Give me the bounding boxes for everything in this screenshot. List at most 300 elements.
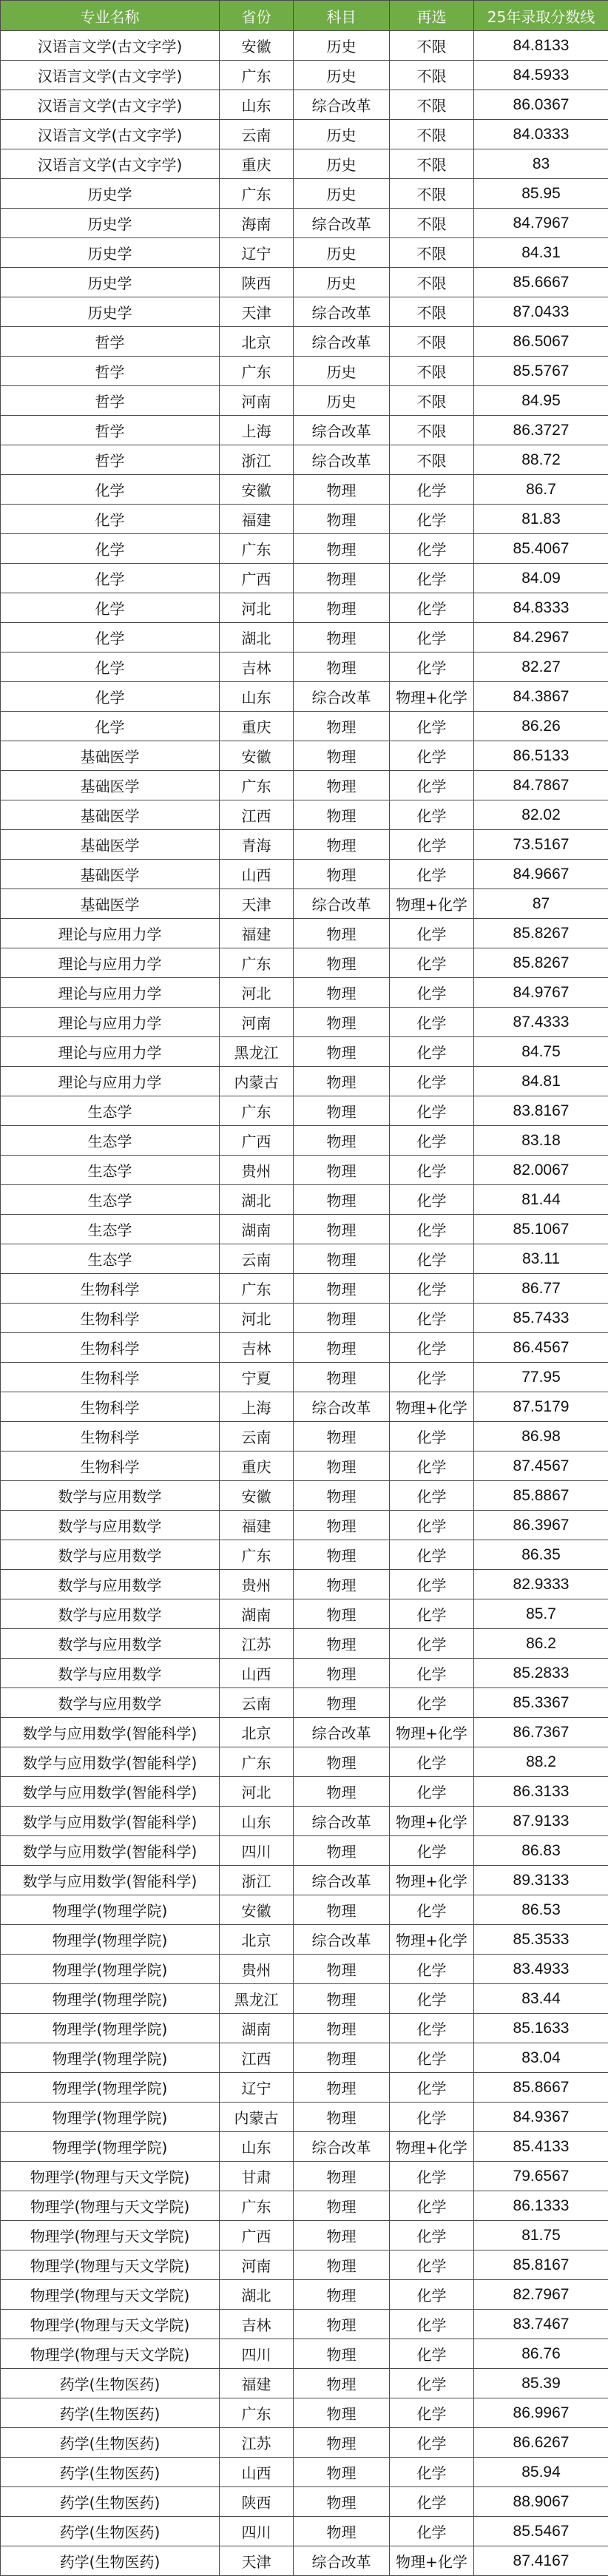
cell-province: 浙江 — [220, 1866, 294, 1895]
cell-score: 88.9067 — [474, 2487, 608, 2517]
cell-major: 物理学(物理学院) — [1, 2132, 220, 2162]
cell-province: 内蒙古 — [220, 1067, 294, 1096]
cell-subject: 物理 — [294, 2487, 390, 2517]
cell-major: 数学与应用数学(智能科学) — [1, 1777, 220, 1807]
cell-province: 湖南 — [220, 1599, 294, 1629]
cell-elective: 化学 — [390, 860, 474, 889]
cell-province: 上海 — [220, 1392, 294, 1422]
cell-province: 广东 — [220, 179, 294, 209]
header-score: 25年录取分数线 — [474, 1, 608, 31]
cell-subject: 综合改革 — [294, 1807, 390, 1836]
cell-elective: 化学 — [390, 2043, 474, 2073]
cell-major: 化学 — [1, 623, 220, 653]
table-row — [1, 682, 608, 712]
cell-major: 数学与应用数学(智能科学) — [1, 1718, 220, 1747]
cell-province: 福建 — [220, 2369, 294, 2398]
cell-subject: 物理 — [294, 1836, 390, 1866]
cell-major: 理论与应用力学 — [1, 1067, 220, 1096]
cell-score: 85.3367 — [474, 1688, 608, 1718]
table-row — [1, 416, 608, 445]
cell-elective: 化学 — [390, 2310, 474, 2339]
cell-major: 基础医学 — [1, 771, 220, 800]
cell-score: 81.83 — [474, 505, 608, 534]
table-row — [1, 238, 608, 268]
table-row — [1, 2339, 608, 2369]
cell-elective: 化学 — [390, 1659, 474, 1688]
cell-province: 重庆 — [220, 1451, 294, 1481]
cell-subject: 历史 — [294, 149, 390, 179]
cell-province: 陕西 — [220, 268, 294, 297]
cell-province: 内蒙古 — [220, 2103, 294, 2132]
cell-subject: 物理 — [294, 1333, 390, 1363]
cell-subject: 物理 — [294, 1599, 390, 1629]
cell-province: 山东 — [220, 2132, 294, 2162]
cell-major: 基础医学 — [1, 860, 220, 889]
cell-score: 84.3867 — [474, 682, 608, 712]
table-row — [1, 2487, 608, 2517]
cell-major: 物理学(物理学院) — [1, 2043, 220, 2073]
cell-province: 江苏 — [220, 1629, 294, 1659]
cell-province: 河南 — [220, 386, 294, 416]
cell-subject: 物理 — [294, 1185, 390, 1215]
cell-subject: 物理 — [294, 2280, 390, 2310]
cell-elective: 化学 — [390, 2487, 474, 2517]
cell-province: 吉林 — [220, 1333, 294, 1363]
cell-major: 生态学 — [1, 1126, 220, 1156]
cell-province: 贵州 — [220, 1570, 294, 1599]
cell-elective: 化学 — [390, 1067, 474, 1096]
cell-province: 广东 — [220, 1096, 294, 1126]
cell-score: 85.5467 — [474, 2517, 608, 2546]
cell-subject: 综合改革 — [294, 1866, 390, 1895]
cell-province: 河北 — [220, 593, 294, 623]
cell-elective: 化学 — [390, 1688, 474, 1718]
cell-score: 88.72 — [474, 445, 608, 475]
cell-score: 85.8167 — [474, 2250, 608, 2280]
cell-province: 吉林 — [220, 653, 294, 682]
table-row — [1, 1925, 608, 1955]
cell-province: 四川 — [220, 1836, 294, 1866]
table-row — [1, 1096, 608, 1126]
cell-province: 福建 — [220, 919, 294, 948]
cell-elective: 不限 — [390, 416, 474, 445]
cell-score: 86.0367 — [474, 90, 608, 120]
cell-elective: 不限 — [390, 357, 474, 386]
table-row — [1, 1304, 608, 1333]
cell-subject: 物理 — [294, 1777, 390, 1807]
table-row — [1, 1333, 608, 1363]
cell-province: 天津 — [220, 297, 294, 327]
table-row — [1, 1363, 608, 1392]
cell-subject: 物理 — [294, 948, 390, 978]
cell-elective: 物理+化学 — [390, 889, 474, 919]
cell-major: 物理学(物理学院) — [1, 1955, 220, 1984]
table-row — [1, 653, 608, 682]
cell-province: 广东 — [220, 357, 294, 386]
cell-score: 82.7967 — [474, 2280, 608, 2310]
cell-major: 生态学 — [1, 1185, 220, 1215]
cell-province: 甘肃 — [220, 2162, 294, 2191]
cell-major: 物理学(物理与天文学院) — [1, 2191, 220, 2221]
cell-province: 广西 — [220, 1126, 294, 1156]
cell-elective: 化学 — [390, 1274, 474, 1304]
cell-province: 江西 — [220, 800, 294, 830]
cell-province: 山东 — [220, 1807, 294, 1836]
cell-subject: 物理 — [294, 1304, 390, 1333]
cell-elective: 化学 — [390, 1895, 474, 1925]
cell-major: 生物科学 — [1, 1422, 220, 1451]
cell-province: 河北 — [220, 978, 294, 1008]
cell-province: 广东 — [220, 1540, 294, 1570]
cell-subject: 物理 — [294, 1688, 390, 1718]
cell-major: 化学 — [1, 534, 220, 564]
table-row — [1, 1451, 608, 1481]
cell-score: 87 — [474, 889, 608, 919]
cell-major: 哲学 — [1, 327, 220, 357]
cell-province: 山东 — [220, 682, 294, 712]
cell-score: 85.8267 — [474, 919, 608, 948]
table-row — [1, 1718, 608, 1747]
cell-province: 北京 — [220, 1925, 294, 1955]
cell-elective: 化学 — [390, 623, 474, 653]
table-row — [1, 712, 608, 741]
cell-subject: 物理 — [294, 1451, 390, 1481]
cell-major: 汉语言文学(古文字学) — [1, 31, 220, 61]
table-row — [1, 386, 608, 416]
cell-score: 84.81 — [474, 1067, 608, 1096]
cell-major: 数学与应用数学 — [1, 1511, 220, 1540]
table-row — [1, 179, 608, 209]
cell-major: 历史学 — [1, 297, 220, 327]
cell-subject: 物理 — [294, 1008, 390, 1037]
table-row — [1, 1244, 608, 1274]
cell-subject: 物理 — [294, 1037, 390, 1067]
cell-major: 药学(生物医药) — [1, 2517, 220, 2546]
table-row — [1, 2162, 608, 2191]
table-row — [1, 771, 608, 800]
cell-subject: 物理 — [294, 1215, 390, 1244]
header-major: 专业名称 — [1, 1, 220, 31]
cell-score: 84.7967 — [474, 209, 608, 238]
cell-subject: 物理 — [294, 2458, 390, 2487]
cell-score: 84.9767 — [474, 978, 608, 1008]
table-row — [1, 1540, 608, 1570]
cell-elective: 化学 — [390, 978, 474, 1008]
cell-score: 86.77 — [474, 1274, 608, 1304]
table-row — [1, 2103, 608, 2132]
cell-subject: 物理 — [294, 1511, 390, 1540]
cell-subject: 物理 — [294, 2162, 390, 2191]
cell-score: 82.0067 — [474, 1156, 608, 1185]
cell-major: 基础医学 — [1, 889, 220, 919]
cell-province: 四川 — [220, 2517, 294, 2546]
cell-major: 化学 — [1, 593, 220, 623]
cell-major: 物理学(物理学院) — [1, 1895, 220, 1925]
table-row — [1, 149, 608, 179]
table-row — [1, 593, 608, 623]
table-row — [1, 1185, 608, 1215]
cell-province: 江苏 — [220, 2428, 294, 2458]
cell-elective: 不限 — [390, 31, 474, 61]
cell-major: 物理学(物理与天文学院) — [1, 2339, 220, 2369]
cell-province: 河北 — [220, 1777, 294, 1807]
cell-province: 山东 — [220, 90, 294, 120]
header-subject: 科目 — [294, 1, 390, 31]
cell-province: 天津 — [220, 889, 294, 919]
cell-score: 85.4067 — [474, 534, 608, 564]
cell-subject: 物理 — [294, 712, 390, 741]
cell-subject: 物理 — [294, 1126, 390, 1156]
table-row — [1, 61, 608, 90]
cell-province: 宁夏 — [220, 1363, 294, 1392]
cell-province: 湖北 — [220, 2280, 294, 2310]
header-row — [1, 1, 608, 31]
table-row — [1, 2458, 608, 2487]
cell-score: 83.7467 — [474, 2310, 608, 2339]
table-row — [1, 2310, 608, 2339]
cell-elective: 不限 — [390, 268, 474, 297]
cell-major: 数学与应用数学 — [1, 1540, 220, 1570]
cell-major: 物理学(物理与天文学院) — [1, 2162, 220, 2191]
cell-score: 87.5179 — [474, 1392, 608, 1422]
cell-province: 河南 — [220, 2250, 294, 2280]
cell-score: 86.3967 — [474, 1511, 608, 1540]
cell-elective: 化学 — [390, 1451, 474, 1481]
cell-province: 天津 — [220, 2546, 294, 2576]
cell-score: 83.8167 — [474, 1096, 608, 1126]
cell-major: 物理学(物理学院) — [1, 2103, 220, 2132]
cell-elective: 物理+化学 — [390, 1392, 474, 1422]
cell-major: 数学与应用数学 — [1, 1629, 220, 1659]
cell-elective: 化学 — [390, 1747, 474, 1777]
table-row — [1, 534, 608, 564]
cell-subject: 物理 — [294, 1984, 390, 2014]
table-row — [1, 2517, 608, 2546]
cell-major: 哲学 — [1, 357, 220, 386]
cell-subject: 物理 — [294, 534, 390, 564]
table-row — [1, 2369, 608, 2398]
cell-province: 广东 — [220, 61, 294, 90]
cell-score: 84.9367 — [474, 2103, 608, 2132]
cell-subject: 物理 — [294, 1955, 390, 1984]
cell-elective: 化学 — [390, 1836, 474, 1866]
cell-province: 贵州 — [220, 1156, 294, 1185]
cell-score: 85.7 — [474, 1599, 608, 1629]
cell-subject: 物理 — [294, 2191, 390, 2221]
cell-province: 广东 — [220, 1747, 294, 1777]
cell-score: 82.27 — [474, 653, 608, 682]
cell-subject: 物理 — [294, 860, 390, 889]
cell-major: 物理学(物理与天文学院) — [1, 2221, 220, 2250]
cell-elective: 化学 — [390, 1244, 474, 1274]
cell-score: 85.6667 — [474, 268, 608, 297]
cell-subject: 综合改革 — [294, 682, 390, 712]
cell-subject: 物理 — [294, 475, 390, 505]
cell-major: 物理学(物理学院) — [1, 1984, 220, 2014]
cell-major: 数学与应用数学 — [1, 1599, 220, 1629]
cell-province: 江西 — [220, 2043, 294, 2073]
table-row — [1, 800, 608, 830]
cell-elective: 不限 — [390, 209, 474, 238]
cell-elective: 化学 — [390, 1333, 474, 1363]
table-row — [1, 1037, 608, 1067]
cell-elective: 化学 — [390, 1984, 474, 2014]
cell-elective: 化学 — [390, 1481, 474, 1511]
cell-major: 生态学 — [1, 1244, 220, 1274]
table-row — [1, 1274, 608, 1304]
cell-elective: 化学 — [390, 593, 474, 623]
cell-major: 化学 — [1, 475, 220, 505]
cell-elective: 化学 — [390, 771, 474, 800]
cell-score: 85.39 — [474, 2369, 608, 2398]
header-elective: 再选 — [390, 1, 474, 31]
cell-score: 86.26 — [474, 712, 608, 741]
cell-elective: 化学 — [390, 830, 474, 860]
cell-elective: 化学 — [390, 1363, 474, 1392]
cell-province: 山西 — [220, 860, 294, 889]
table-row — [1, 2073, 608, 2103]
cell-major: 历史学 — [1, 179, 220, 209]
table-row — [1, 1836, 608, 1866]
cell-major: 药学(生物医药) — [1, 2398, 220, 2428]
cell-major: 物理学(物理学院) — [1, 2073, 220, 2103]
cell-score: 87.4567 — [474, 1451, 608, 1481]
cell-province: 云南 — [220, 120, 294, 149]
cell-score: 86.6267 — [474, 2428, 608, 2458]
table-row — [1, 1866, 608, 1895]
cell-subject: 历史 — [294, 120, 390, 149]
cell-major: 药学(生物医药) — [1, 2369, 220, 2398]
cell-major: 汉语言文学(古文字学) — [1, 120, 220, 149]
cell-province: 重庆 — [220, 712, 294, 741]
table-row — [1, 2428, 608, 2458]
cell-province: 黑龙江 — [220, 1037, 294, 1067]
cell-elective: 化学 — [390, 475, 474, 505]
cell-subject: 物理 — [294, 1570, 390, 1599]
table-row — [1, 1777, 608, 1807]
cell-province: 福建 — [220, 1511, 294, 1540]
cell-major: 物理学(物理与天文学院) — [1, 2250, 220, 2280]
cell-province: 海南 — [220, 209, 294, 238]
cell-province: 广东 — [220, 2191, 294, 2221]
cell-major: 生态学 — [1, 1156, 220, 1185]
cell-score: 85.7433 — [474, 1304, 608, 1333]
cell-elective: 不限 — [390, 90, 474, 120]
cell-subject: 物理 — [294, 2250, 390, 2280]
cell-score: 83.18 — [474, 1126, 608, 1156]
cell-subject: 综合改革 — [294, 445, 390, 475]
cell-elective: 化学 — [390, 2517, 474, 2546]
table-row — [1, 1570, 608, 1599]
table-row — [1, 505, 608, 534]
table-row — [1, 327, 608, 357]
cell-elective: 物理+化学 — [390, 1718, 474, 1747]
table-row — [1, 564, 608, 593]
cell-score: 85.8667 — [474, 2073, 608, 2103]
table-row — [1, 2250, 608, 2280]
cell-score: 86.4567 — [474, 1333, 608, 1363]
cell-score: 85.95 — [474, 179, 608, 209]
cell-major: 药学(生物医药) — [1, 2428, 220, 2458]
cell-subject: 物理 — [294, 2339, 390, 2369]
cell-subject: 物理 — [294, 505, 390, 534]
cell-province: 广西 — [220, 2221, 294, 2250]
table-row — [1, 2221, 608, 2250]
cell-score: 86.83 — [474, 1836, 608, 1866]
cell-subject: 物理 — [294, 1895, 390, 1925]
table-row — [1, 2043, 608, 2073]
cell-province: 安徽 — [220, 31, 294, 61]
cell-province: 山西 — [220, 2458, 294, 2487]
cell-subject: 物理 — [294, 2103, 390, 2132]
cell-province: 上海 — [220, 416, 294, 445]
cell-major: 历史学 — [1, 209, 220, 238]
cell-subject: 物理 — [294, 771, 390, 800]
cell-major: 化学 — [1, 505, 220, 534]
cell-subject: 综合改革 — [294, 2546, 390, 2576]
cell-province: 湖南 — [220, 2014, 294, 2043]
cell-province: 浙江 — [220, 445, 294, 475]
cell-province: 安徽 — [220, 1481, 294, 1511]
cell-elective: 化学 — [390, 800, 474, 830]
cell-subject: 历史 — [294, 179, 390, 209]
cell-subject: 物理 — [294, 1481, 390, 1511]
cell-major: 历史学 — [1, 238, 220, 268]
cell-subject: 物理 — [294, 2073, 390, 2103]
cell-score: 86.98 — [474, 1422, 608, 1451]
cell-subject: 物理 — [294, 653, 390, 682]
table-row — [1, 1747, 608, 1777]
table-row — [1, 357, 608, 386]
cell-score: 86.2 — [474, 1629, 608, 1659]
cell-subject: 物理 — [294, 1096, 390, 1126]
table-row — [1, 90, 608, 120]
cell-elective: 化学 — [390, 712, 474, 741]
cell-elective: 不限 — [390, 327, 474, 357]
cell-subject: 物理 — [294, 2310, 390, 2339]
cell-score: 82.9333 — [474, 1570, 608, 1599]
cell-score: 73.5167 — [474, 830, 608, 860]
cell-elective: 化学 — [390, 1511, 474, 1540]
cell-major: 生物科学 — [1, 1274, 220, 1304]
cell-score: 86.5133 — [474, 741, 608, 771]
cell-major: 数学与应用数学 — [1, 1481, 220, 1511]
cell-elective: 不限 — [390, 386, 474, 416]
table-row — [1, 1126, 608, 1156]
cell-major: 生物科学 — [1, 1363, 220, 1392]
cell-subject: 综合改革 — [294, 90, 390, 120]
cell-subject: 历史 — [294, 357, 390, 386]
cell-elective: 化学 — [390, 741, 474, 771]
cell-subject: 历史 — [294, 268, 390, 297]
cell-province: 北京 — [220, 327, 294, 357]
cell-major: 基础医学 — [1, 741, 220, 771]
cell-score: 87.4333 — [474, 1008, 608, 1037]
cell-major: 生物科学 — [1, 1304, 220, 1333]
cell-subject: 物理 — [294, 978, 390, 1008]
cell-elective: 不限 — [390, 61, 474, 90]
cell-score: 84.0333 — [474, 120, 608, 149]
cell-subject: 物理 — [294, 1659, 390, 1688]
table-body — [1, 31, 608, 2576]
cell-elective: 化学 — [390, 2369, 474, 2398]
cell-elective: 不限 — [390, 120, 474, 149]
table-row — [1, 120, 608, 149]
cell-score: 84.2967 — [474, 623, 608, 653]
table-row — [1, 1984, 608, 2014]
cell-score: 83.4933 — [474, 1955, 608, 1984]
cell-subject: 综合改革 — [294, 1392, 390, 1422]
